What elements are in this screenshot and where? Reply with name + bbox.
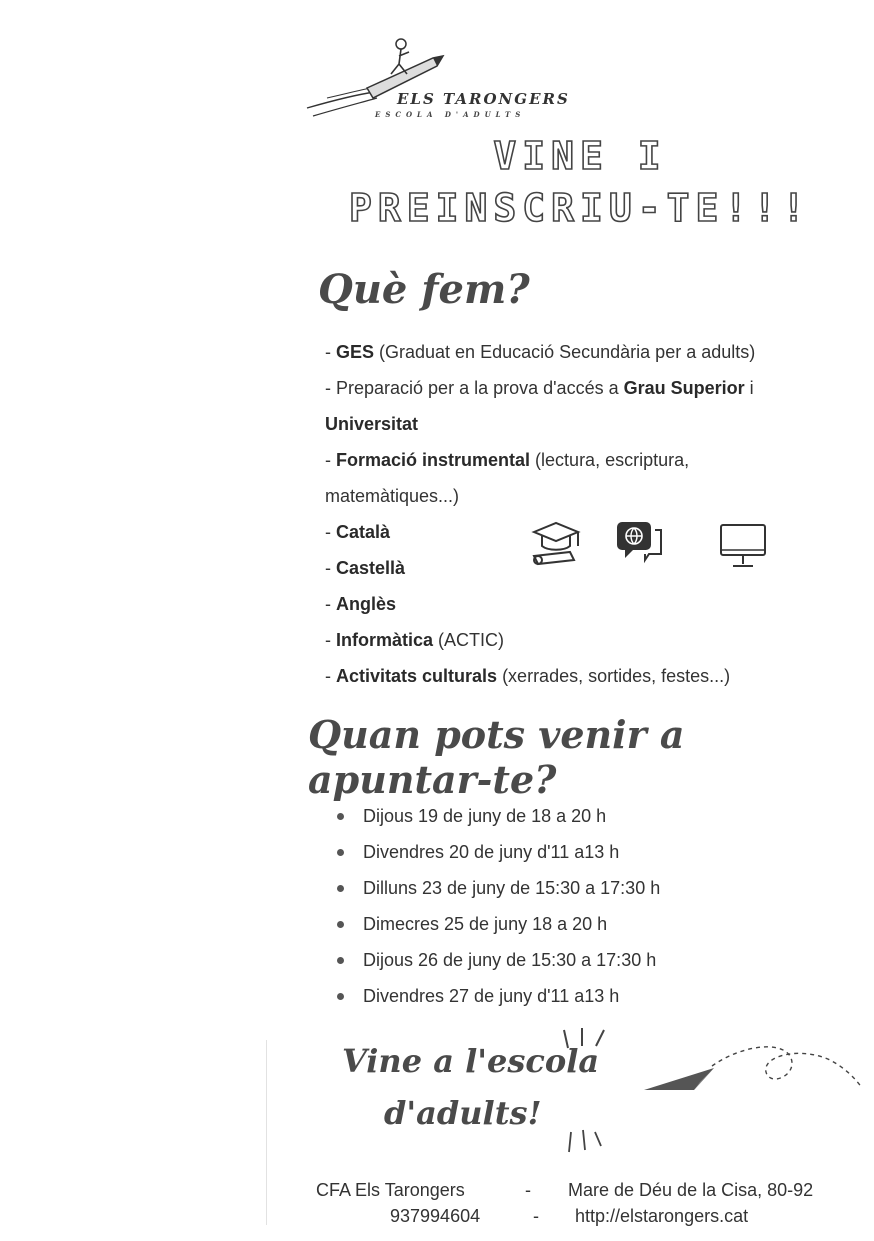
footer-separator: - — [533, 1206, 539, 1226]
list-item: Divendres 20 de juny d'11 a13 h — [330, 834, 660, 870]
section-what-title: Què fem? — [318, 266, 530, 313]
globe-chat-icon — [615, 520, 667, 564]
spark-lines-icon — [560, 1024, 610, 1054]
list-item-continuation: matemàtiques...) — [325, 486, 460, 506]
slogan-line-2: d'adults! — [384, 1094, 542, 1132]
paper-plane-icon — [640, 1040, 870, 1100]
list-item: Dijous 19 de juny de 18 a 20 h — [330, 798, 660, 834]
slogan-line-1: Vine a l'escola — [342, 1042, 600, 1080]
logo-subtitle: ESCOLA D'ADULTS — [375, 110, 526, 119]
logo-name: ELS TARONGERS — [397, 90, 570, 108]
list-item-continuation: Universitat — [325, 414, 419, 434]
school-logo — [305, 36, 575, 122]
list-item: - Castellà — [325, 558, 406, 578]
footer-address: Mare de Déu de la Cisa, 80-92 — [568, 1180, 814, 1200]
list-item: - Anglès — [325, 594, 397, 614]
list-item: - Formació instrumental (lectura, escriptura, — [325, 450, 690, 470]
list-item: - Informàtica (ACTIC) — [325, 630, 505, 650]
headline-line-1: VINE I — [493, 134, 667, 178]
section-when-title: Quan pots venir a apuntar-te? — [308, 712, 685, 802]
computer-monitor-icon — [718, 522, 770, 570]
list-item: Dijous 26 de juny de 15:30 a 17:30 h — [330, 942, 660, 978]
registration-dates-list — [330, 798, 660, 1014]
footer-website-link[interactable]: http://elstarongers.cat — [575, 1206, 749, 1226]
list-item: Divendres 27 de juny d'11 a13 h — [330, 978, 660, 1014]
footer-phone: 937994604 — [390, 1206, 481, 1226]
list-item: - Activitats culturals (xerrades, sortides, festes...) — [325, 666, 731, 686]
footer-separator: - — [525, 1180, 531, 1200]
scan-margin-line — [266, 1040, 267, 1225]
footer-center-name: CFA Els Tarongers — [316, 1180, 465, 1200]
offers-list — [325, 334, 865, 694]
graduation-cap-icon — [530, 520, 586, 570]
spark-lines-icon — [565, 1126, 605, 1158]
headline-line-2: PREINSCRIU-TE!!! — [348, 186, 812, 230]
list-item: Dimecres 25 de juny 18 a 20 h — [330, 906, 660, 942]
list-item: - GES (Graduat en Educació Secundària per a adults) — [325, 342, 756, 362]
list-item: - Preparació per a la prova d'accés a Grau Superior i — [325, 378, 754, 398]
list-item: - Català — [325, 522, 391, 542]
list-item: Dilluns 23 de juny de 15:30 a 17:30 h — [330, 870, 660, 906]
